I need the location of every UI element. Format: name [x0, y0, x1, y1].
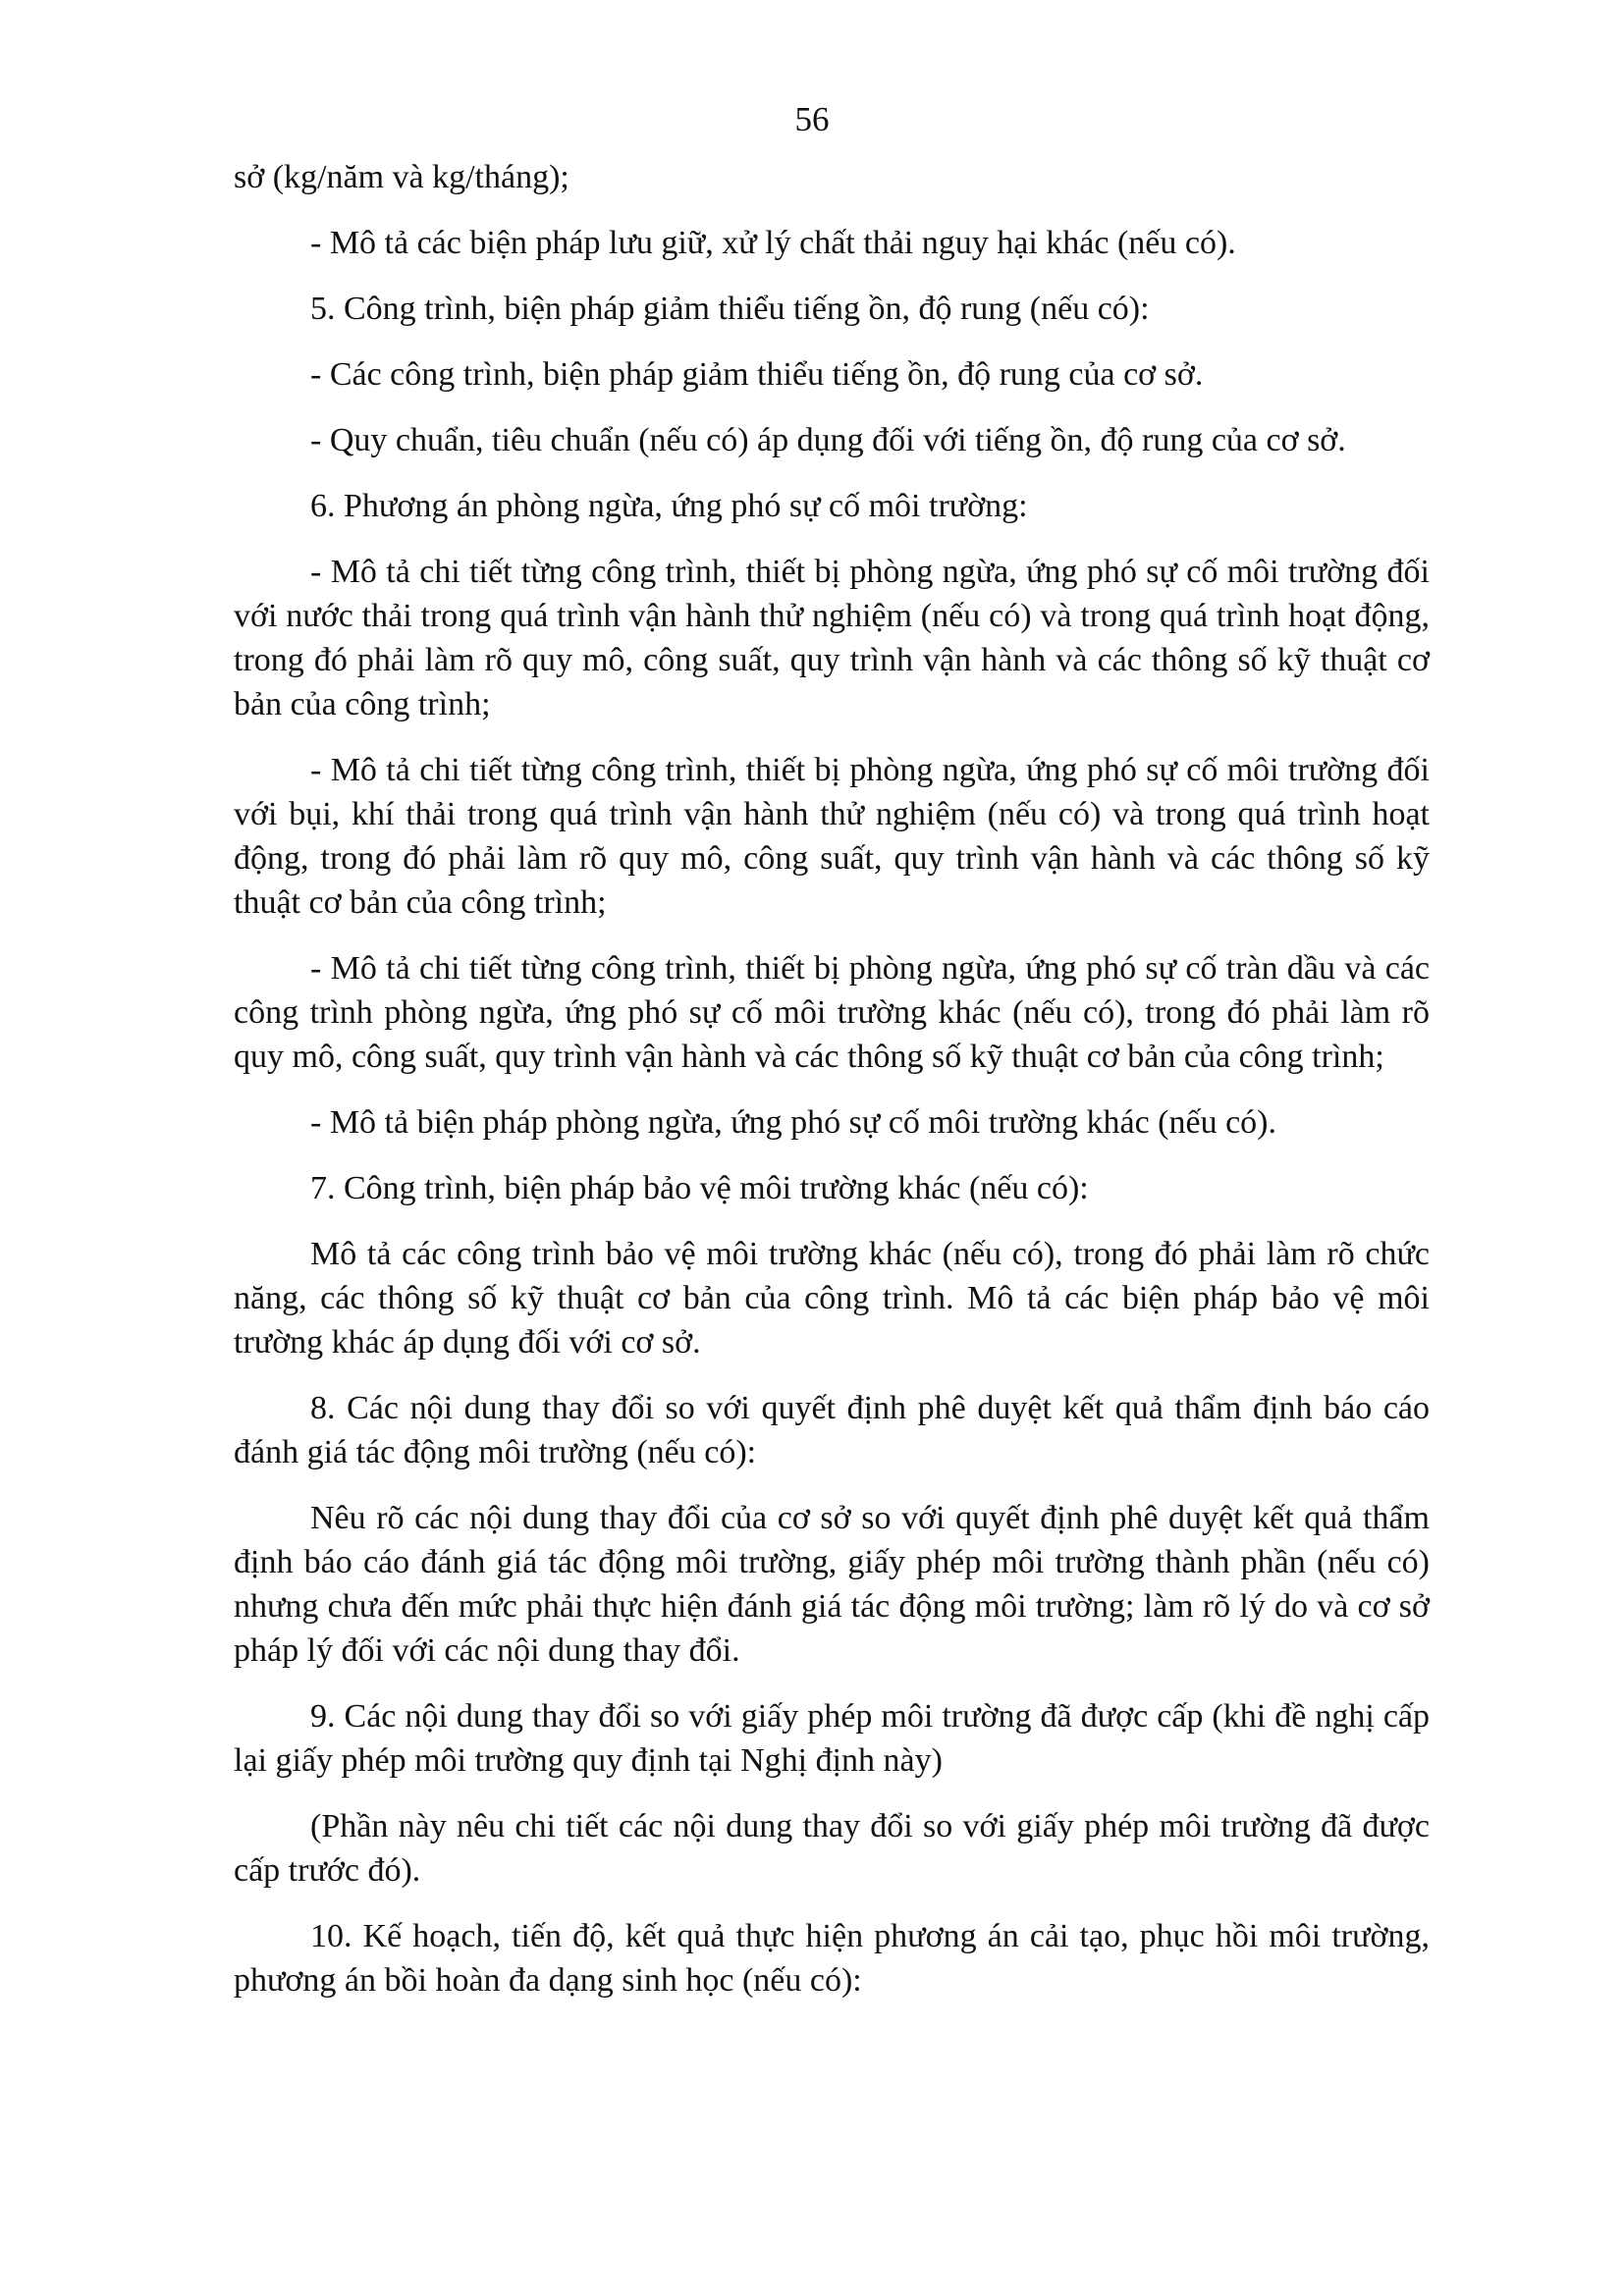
section-heading-8: 8. Các nội dung thay đổi so với quyết định phê duyệt kết quả thẩm định báo cáo đánh giá tác động môi trường (nếu có):	[234, 1390, 1430, 1470]
paragraph: - Mô tả biện pháp phòng ngừa, ứng phó sự cố môi trường khác (nếu có).	[310, 1104, 1276, 1141]
section-heading-5: 5. Công trình, biện pháp giảm thiểu tiếng ồn, độ rung (nếu có):	[310, 291, 1150, 327]
page-number: 56	[794, 100, 830, 138]
paragraph: - Mô tả các biện pháp lưu giữ, xử lý chất thải nguy hại khác (nếu có).	[310, 225, 1236, 261]
section-heading-9: 9. Các nội dung thay đổi so với giấy phép môi trường đã được cấp (khi đề nghị cấp lại giấy phép môi trường quy định tại Nghị định này)	[234, 1698, 1430, 1779]
paragraph: - Quy chuẩn, tiêu chuẩn (nếu có) áp dụng đối với tiếng ồn, độ rung của cơ sở.	[310, 422, 1346, 458]
paragraph: - Mô tả chi tiết từng công trình, thiết bị phòng ngừa, ứng phó sự cố tràn dầu và các công trình phòng ngừa, ứng phó sự cố môi trường khác (nếu có), trong đó phải làm rõ quy mô, công suất, quy trình vận hành và các thông số kỹ thuật cơ bản của công trình;	[234, 950, 1430, 1075]
page-body	[234, 155, 1430, 2024]
paragraph: - Mô tả chi tiết từng công trình, thiết bị phòng ngừa, ứng phó sự cố môi trường đối với bụi, khí thải trong quá trình vận hành thử nghiệm (nếu có) và trong quá trình hoạt động, trong đó phải làm rõ quy mô, công suất, quy trình vận hành và các thông số kỹ thuật cơ bản của công trình;	[234, 752, 1430, 921]
section-heading-6: 6. Phương án phòng ngừa, ứng phó sự cố môi trường:	[310, 488, 1028, 524]
paragraph: Nêu rõ các nội dung thay đổi của cơ sở so với quyết định phê duyệt kết quả thẩm định báo cáo đánh giá tác động môi trường, giấy phép môi trường thành phần (nếu có) nhưng chưa đến mức phải thực hiện đánh giá tác động môi trường; làm rõ lý do và cơ sở pháp lý đối với các nội dung thay đổi.	[234, 1500, 1430, 1669]
paragraph: sở (kg/năm và kg/tháng);	[234, 159, 569, 195]
section-heading-7: 7. Công trình, biện pháp bảo vệ môi trường khác (nếu có):	[310, 1170, 1089, 1206]
paragraph: (Phần này nêu chi tiết các nội dung thay đổi so với giấy phép môi trường đã được cấp trước đó).	[234, 1808, 1430, 1889]
section-heading-10: 10. Kế hoạch, tiến độ, kết quả thực hiện phương án cải tạo, phục hồi môi trường, phương án bồi hoàn đa dạng sinh học (nếu có):	[234, 1918, 1430, 1999]
paragraph: Mô tả các công trình bảo vệ môi trường khác (nếu có), trong đó phải làm rõ chức năng, các thông số kỹ thuật cơ bản của công trình. Mô tả các biện pháp bảo vệ môi trường khác áp dụng đối với cơ sở.	[234, 1236, 1430, 1361]
paragraph: - Các công trình, biện pháp giảm thiểu tiếng ồn, độ rung của cơ sở.	[310, 356, 1204, 393]
paragraph: - Mô tả chi tiết từng công trình, thiết bị phòng ngừa, ứng phó sự cố môi trường đối với nước thải trong quá trình vận hành thử nghiệm (nếu có) và trong quá trình hoạt động, trong đó phải làm rõ quy mô, công suất, quy trình vận hành và các thông số kỹ thuật cơ bản của công trình;	[234, 554, 1430, 722]
